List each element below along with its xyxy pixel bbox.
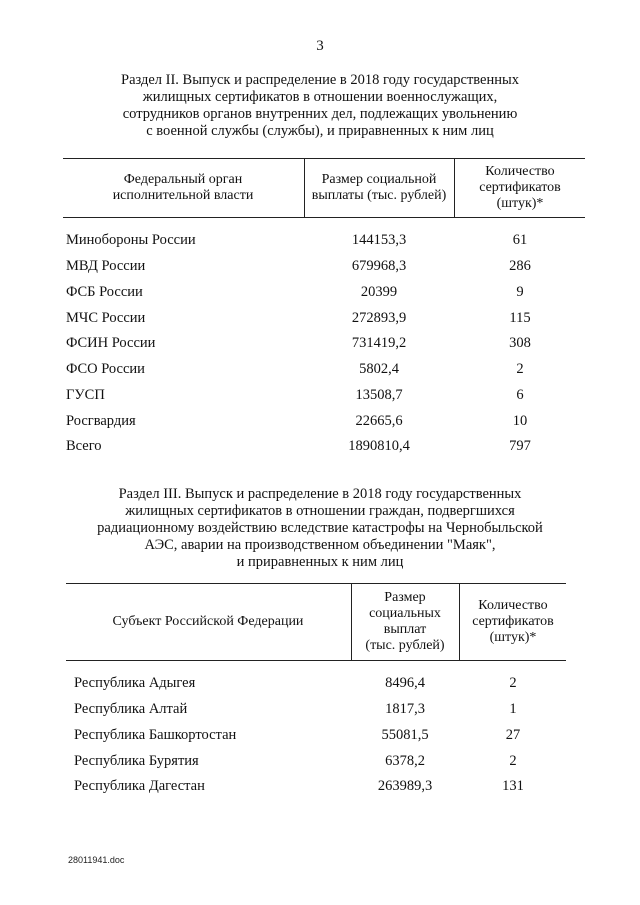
header-text: (штук)* [489, 630, 537, 645]
row-name: Республика Бурятия [74, 753, 199, 769]
table-header [66, 583, 566, 661]
row-name: Республика Адыгея [74, 675, 196, 691]
section-3-title [60, 486, 580, 571]
row-name: Республика Алтай [74, 701, 188, 717]
row-amount: 8496,4 [385, 675, 425, 691]
row-count: 61 [512, 232, 528, 248]
row-amount: 731419,2 [351, 335, 407, 351]
table-header [63, 158, 585, 218]
row-count: 27 [505, 727, 521, 743]
header-certificate-count [460, 584, 566, 660]
header-text: Размер социальной [321, 172, 437, 187]
header-text: (тыс. рублей) [365, 638, 445, 653]
title-line: и приравненных к ним лиц [236, 554, 404, 570]
title-line: Раздел III. Выпуск и распределение в 2018 году государственных [118, 486, 522, 502]
row-amount: 679968,3 [351, 258, 407, 274]
section-2-title [60, 72, 580, 140]
row-count: 797 [509, 438, 531, 454]
header-text: выплаты (тыс. рублей) [311, 188, 447, 203]
header-text: сертификатов [472, 614, 554, 629]
row-name: ГУСП [66, 387, 105, 403]
row-amount: 20399 [360, 284, 398, 300]
title-line: жилищных сертификатов в отношении граждан, подвергшихся [125, 503, 515, 519]
header-text: выплат [383, 622, 427, 637]
header-text: исполнительной власти [112, 188, 254, 203]
header-federal-subject [66, 584, 350, 660]
row-count: 2 [509, 675, 517, 691]
row-name: Всего [66, 438, 102, 454]
row-amount: 13508,7 [355, 387, 403, 403]
row-name: ФСБ России [66, 284, 143, 300]
header-text: сертификатов [479, 180, 561, 195]
header-payment-size [352, 584, 458, 660]
row-amount: 272893,9 [351, 310, 407, 326]
row-amount: 5802,4 [359, 361, 399, 377]
header-payment-size [305, 159, 453, 217]
row-count: 9 [516, 284, 524, 300]
row-name: МЧС России [66, 310, 146, 326]
row-amount: 263989,3 [377, 778, 433, 794]
row-count: 2 [509, 753, 517, 769]
header-text: Федеральный орган [123, 172, 243, 187]
row-name: ФСО России [66, 361, 145, 377]
row-amount: 55081,5 [381, 727, 429, 743]
row-amount: 144153,3 [351, 232, 407, 248]
row-name: Республика Дагестан [74, 778, 205, 794]
header-text: Размер [384, 590, 426, 605]
document-filename: 28011941.doc [68, 855, 125, 865]
page-number: 3 [316, 38, 324, 54]
row-name: Росгвардия [66, 413, 136, 429]
row-name: МВД России [66, 258, 146, 274]
title-line: Раздел II. Выпуск и распределение в 2018 году государственных [121, 72, 519, 88]
row-count: 10 [512, 413, 528, 429]
header-text: социальных [369, 606, 441, 621]
header-text: Субъект Российской Федерации [112, 614, 304, 629]
header-text: Количество [478, 598, 548, 613]
row-count: 308 [509, 335, 531, 351]
header-text: (штук)* [496, 196, 544, 211]
row-count: 6 [516, 387, 524, 403]
header-text: Количество [485, 164, 555, 179]
row-amount: 22665,6 [355, 413, 403, 429]
header-federal-body [63, 159, 303, 217]
row-count: 115 [509, 310, 531, 326]
row-name: ФСИН России [66, 335, 156, 351]
row-name: Минобороны России [66, 232, 196, 248]
row-amount: 1817,3 [385, 701, 425, 717]
header-certificate-count [455, 159, 585, 217]
row-amount: 6378,2 [385, 753, 425, 769]
title-line: радиационному воздействию вследствие катастрофы на Чернобыльской [97, 520, 543, 536]
title-line: АЭС, аварии на производственном объединении "Маяк", [144, 537, 496, 553]
row-count: 286 [509, 258, 531, 274]
title-line: с военной службы (службы), и приравненных к ним лиц [146, 123, 494, 139]
row-name: Республика Башкортостан [74, 727, 237, 743]
title-line: жилищных сертификатов в отношении военнослужащих, [142, 89, 498, 105]
row-count: 131 [502, 778, 524, 794]
title-line: сотрудников органов внутренних дел, подлежащих увольнению [122, 106, 518, 122]
row-amount: 1890810,4 [348, 438, 410, 454]
row-count: 2 [516, 361, 524, 377]
row-count: 1 [509, 701, 517, 717]
